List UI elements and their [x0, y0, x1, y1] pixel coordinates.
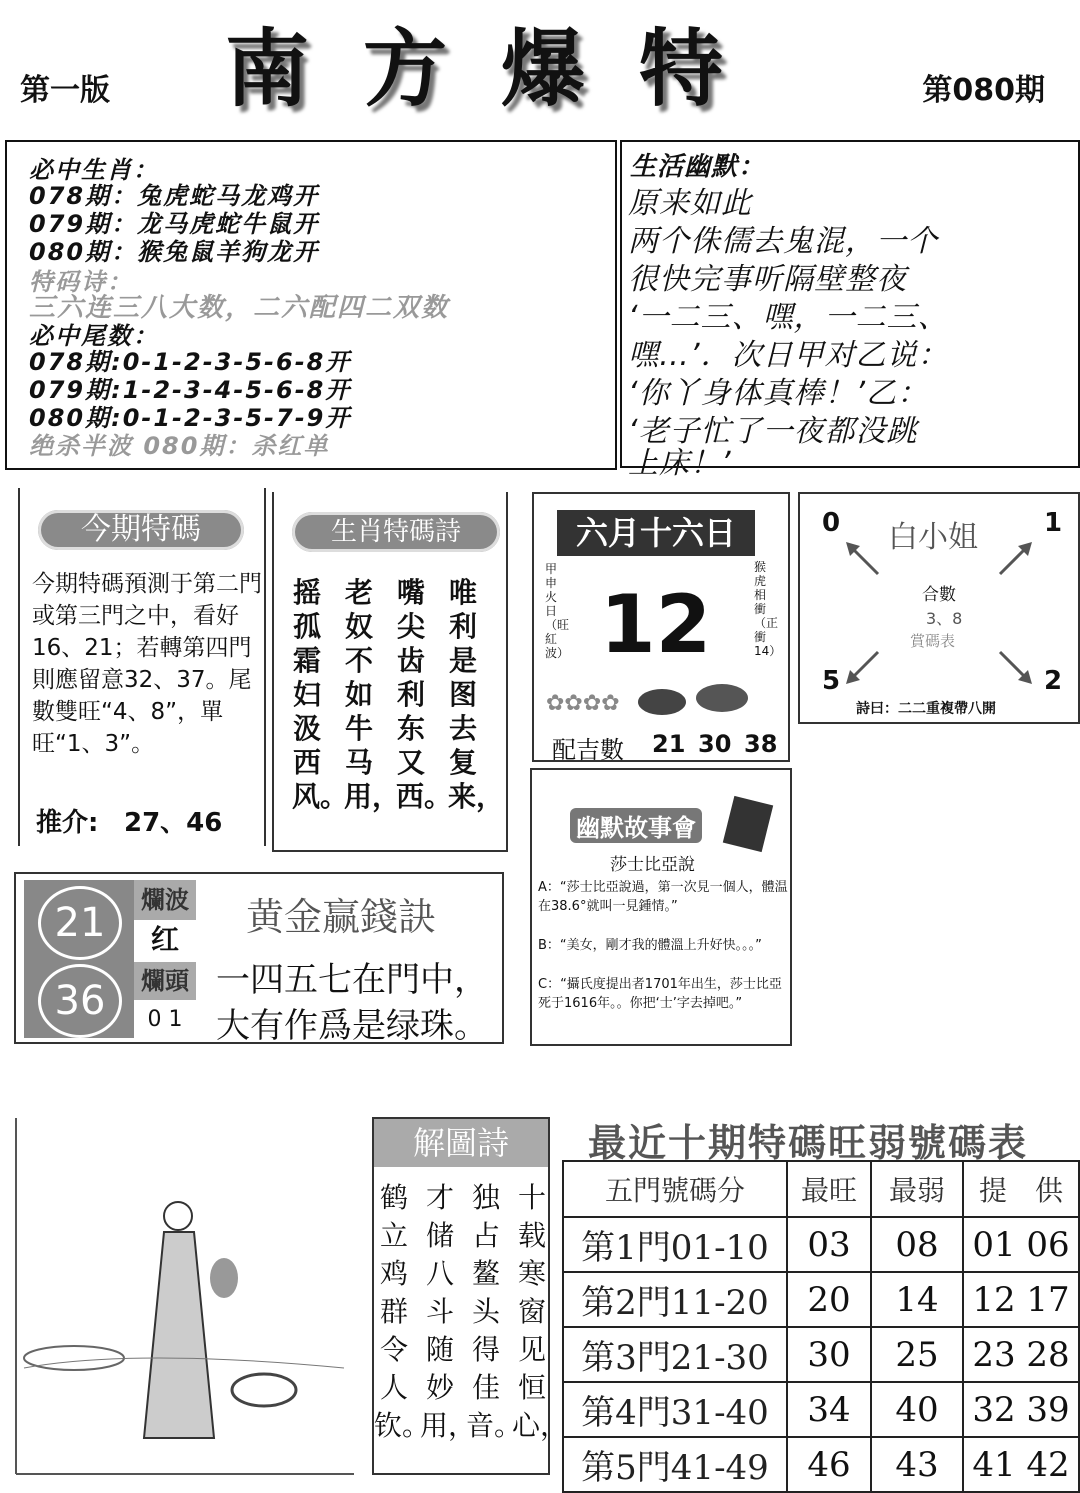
animal-illustrations: [542, 680, 752, 720]
gold-title: 黄金赢錢訣: [246, 895, 437, 939]
poem-column: 独占鳌头得佳音。: [466, 1181, 523, 1442]
poem-column: 鹤立鸡群令人钦。: [374, 1181, 431, 1442]
table-row: [563, 1382, 1079, 1437]
calendar-date: 六月十六日: [557, 510, 755, 556]
jinqi-title: 今期特碼: [38, 510, 244, 550]
table-cell: 20: [787, 1272, 871, 1327]
picture-poem-box: [372, 1117, 569, 1475]
calendar-right-note: 猴虎相衝（正衝14）: [754, 560, 782, 658]
bai-title: 白小姐: [888, 520, 978, 555]
lucky-number: 21: [652, 730, 686, 758]
humor-line: 上床！’: [628, 446, 732, 481]
n2-label: 爛頭: [134, 962, 196, 1000]
table-row: [563, 1327, 1079, 1382]
table-cell: 32 39: [963, 1382, 1079, 1437]
poem-column: 唯利是图去复来，: [448, 576, 505, 813]
table-cell: 30: [787, 1327, 871, 1382]
tail-row: 079期:1-2-3-4-5-6-8开: [29, 376, 352, 404]
tail-row: 080期:0-1-2-3-5-7-9开: [29, 404, 352, 432]
table-header-row: [563, 1161, 1079, 1217]
humor-line: 两个侏儒去鬼混，一个: [628, 224, 938, 259]
bai-subtitle: 賞碼表: [910, 632, 956, 650]
table-row: [563, 1437, 1079, 1492]
number-circle: 21: [38, 886, 122, 960]
gold-line: 大有作爲是绿珠。: [216, 1006, 488, 1046]
table-cell: 01 06: [963, 1217, 1079, 1272]
table-cell: 41 42: [963, 1437, 1079, 1492]
lucky-label: 配吉數: [552, 736, 624, 764]
calendar-day: 12: [600, 578, 712, 671]
table-cell: 23 28: [963, 1327, 1079, 1382]
table-cell: 08: [871, 1217, 963, 1272]
table-cell: 14: [871, 1272, 963, 1327]
n1-label: 爛波: [134, 880, 196, 920]
poem-label: 特码诗：: [29, 268, 133, 296]
heshu-label: 合數: [922, 585, 956, 605]
table-cell: 25: [871, 1327, 963, 1382]
poem-column: 嘴尖齿利东又西。: [396, 576, 453, 813]
poem-column: 摇孤霜妇汲西风。: [292, 576, 349, 813]
table-cell: 43: [871, 1437, 963, 1492]
table-header: 提 供: [963, 1161, 1079, 1217]
picture-poem-title: 解圖詩: [374, 1119, 548, 1167]
table-cell: 第4門31-40: [563, 1382, 787, 1437]
humor-line: ‘你丫身体真棒！’乙：: [628, 376, 929, 411]
corner-number: 5: [822, 666, 841, 696]
humor-line: ‘老子忙了一夜都没跳: [628, 414, 918, 449]
table-cell: 46: [787, 1437, 871, 1492]
calendar-left-note: 甲申火日（旺紅波）: [545, 562, 570, 660]
table-header: 最旺: [787, 1161, 871, 1217]
humor-line: ‘一二三、嘿，一二三、: [628, 300, 949, 335]
table-cell: 第1門01-10: [563, 1217, 787, 1272]
lucky-number: 30: [698, 730, 732, 758]
poem-column: 老奴不如牛马用，: [344, 576, 401, 813]
table-cell: 40: [871, 1382, 963, 1437]
corner-number: 0: [822, 508, 841, 538]
table-cell: 03: [787, 1217, 871, 1272]
tail-row: 078期:0-1-2-3-5-6-8开: [29, 348, 352, 376]
zodiac-row: 078期：兔虎蛇马龙鸡开: [29, 182, 320, 210]
heshu-value: 3、8: [926, 609, 963, 628]
special-poem: 三六连三八大数，二六配四二双数: [29, 293, 450, 323]
n1-value: 红: [150, 923, 179, 956]
kill-line: 绝杀半波 080期：杀红单: [29, 432, 330, 460]
table-row: [563, 1272, 1079, 1327]
gold-box: [14, 872, 504, 1044]
story-subtitle: 莎士比亞說: [610, 855, 695, 875]
table-cell: 34: [787, 1382, 871, 1437]
tail-heading: 必中尾数：: [29, 322, 159, 350]
story-line: C：“攝氏度提出者1701年出生，莎士比亞死于1616年。。你把‘士’字去掉吧。”: [538, 977, 782, 1011]
recommend-value: 27、46: [124, 808, 223, 838]
shengxiao-title: 生肖特碼詩: [292, 512, 500, 552]
table-cell: 第5門41-49: [563, 1437, 787, 1492]
issue-number: 第080期: [922, 73, 1045, 108]
zodiac-box: [5, 140, 617, 470]
number-circle: 36: [38, 964, 122, 1038]
table-header: 最弱: [871, 1161, 963, 1217]
recommend-label: 推介:: [36, 808, 99, 838]
zodiac-heading: 必中生肖：: [29, 156, 159, 184]
humor-line: 很快完事听隔壁整夜: [628, 262, 907, 297]
hot-cold-table: [562, 1160, 1080, 1493]
edition-label: 第一版: [20, 73, 110, 108]
zodiac-row: 080期：猴兔鼠羊狗龙开: [29, 238, 320, 266]
bai-box: [798, 492, 1080, 724]
humor-line: 原来如此: [628, 186, 752, 221]
corner-number: 2: [1044, 666, 1063, 696]
scholar-illustration: [14, 1118, 360, 1478]
table-cell: 12 17: [963, 1272, 1079, 1327]
table-cell: 第2門11-20: [563, 1272, 787, 1327]
n2-value: 0 1: [147, 1007, 183, 1032]
story-line: B：“美女，剛才我的體溫上升好快。。。”: [538, 938, 762, 953]
bai-poem: 詩曰：二二重複帶八開: [856, 701, 996, 717]
table-row: [563, 1217, 1079, 1272]
jinqi-text: 今期特碼預測于第二門或第三門之中，看好16、21；若轉第四門則應留意32、37。尾數雙旺“4、8”，單旺“1、3”。: [32, 571, 262, 757]
table-cell: 第3門21-30: [563, 1327, 787, 1382]
gold-line: 一四五七在門中，: [216, 960, 488, 1000]
corner-number: 1: [1044, 508, 1063, 538]
humor-heading: 生活幽默：: [630, 152, 766, 182]
arrow-icons: [800, 494, 1080, 724]
table-title: 最近十期特碼旺弱號碼表: [588, 1121, 1029, 1165]
humor-box: [620, 140, 1080, 481]
zodiac-row: 079期：龙马虎蛇牛鼠开: [29, 210, 320, 238]
lucky-number: 38: [744, 730, 778, 758]
book-icon: [723, 796, 773, 852]
poem-column: 才储八斗随妙用，: [420, 1181, 477, 1442]
humor-line: 嘿…’．次日甲对乙说：: [628, 338, 949, 373]
svg-text:✿✿✿✿: ✿✿✿✿: [546, 691, 620, 716]
table-header: 五門號碼分: [563, 1161, 787, 1217]
masthead-title: 南方爆特: [225, 19, 778, 118]
story-title: 幽默故事會: [570, 808, 702, 843]
story-box: [530, 768, 792, 1046]
poem-column: 十载寒窗见恒心，: [512, 1181, 569, 1442]
story-line: A：“莎士比亞說過，第一次見一個人，體温在38.6°就叫一見鍾情。”: [538, 880, 788, 914]
